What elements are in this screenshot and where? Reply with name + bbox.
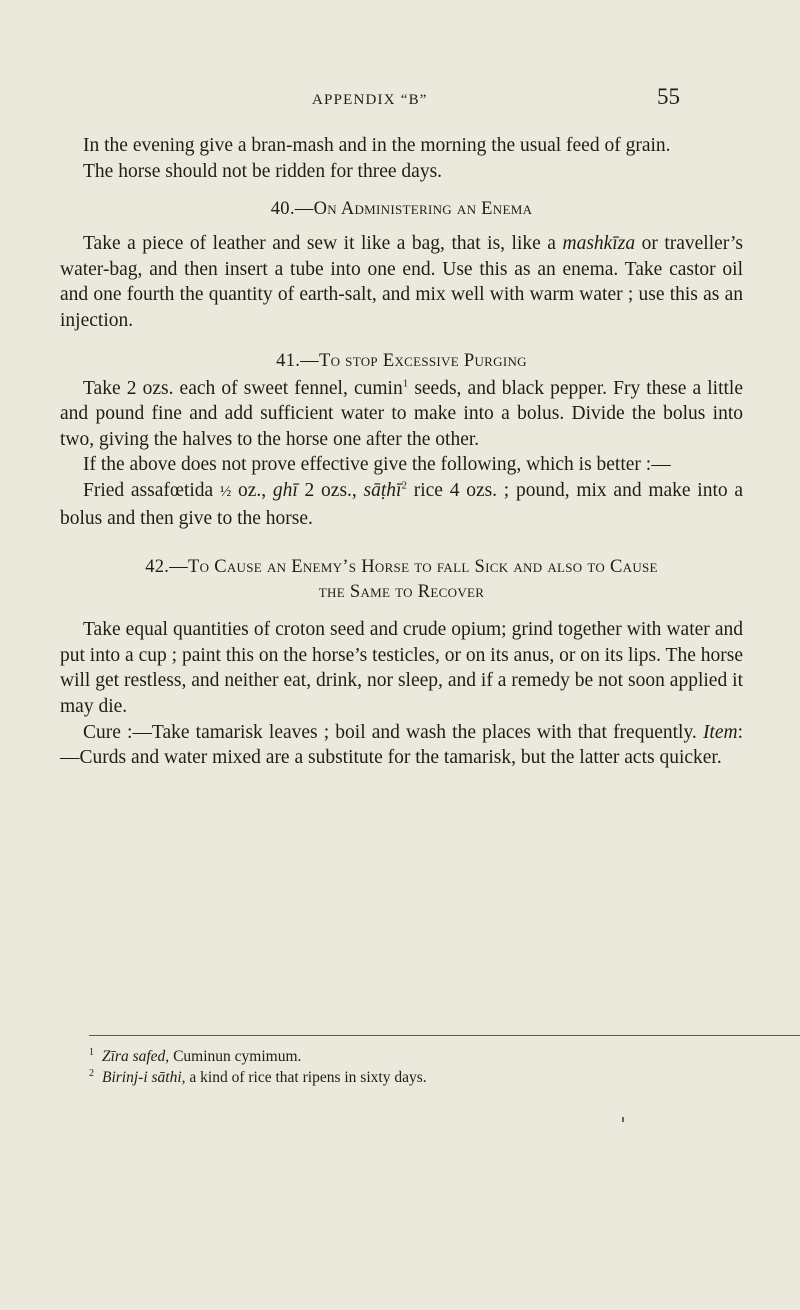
footnote-rule	[89, 1035, 800, 1036]
running-head	[0, 84, 800, 114]
ghi-term: ghī	[272, 479, 298, 501]
footnote-2-term: Birinj-i sāthi,	[102, 1069, 186, 1086]
recipe-text-a: Fried assafœtida	[83, 479, 214, 501]
footnote-2-text: a kind of rice that ripens in sixty days.	[185, 1069, 427, 1086]
page-number: 55	[657, 84, 680, 109]
section-40-number: 40.—	[270, 199, 314, 220]
section-40-title: On Administering an Enema	[313, 199, 533, 220]
footnote-2	[89, 1067, 779, 1088]
footnote-ref-2: 2	[401, 479, 407, 492]
recipe-text-b: oz.,	[237, 479, 267, 501]
section-42-title-line-1	[60, 555, 743, 580]
section-42-paragraph-1: Take equal quantities of croton seed and crude opium; grind together with water and put into a cup ; paint this on the horse’s testicles, or on its anus, or on its lips. The horse will get restless, and neither eat, drink, nor sleep, and if a remedy be not soon applied it may die.	[60, 619, 743, 717]
recipe-text-d: rice 4 ozs. ; pound, mix and make into a bolus and then give to the horse.	[60, 479, 744, 529]
section-41-title: To stop Excessive Purging	[318, 350, 527, 371]
section-42-heading	[60, 555, 743, 605]
footnote-1-text: Cuminun cymimum.	[169, 1048, 302, 1065]
section-42-number: 42.—	[145, 557, 189, 578]
footnote-1	[89, 1046, 779, 1067]
section-42-title-a: To Cause an Enemy’s Horse to fall Sick and also to Cause	[188, 557, 658, 578]
item-text: :—Curds and water mixed are a substitute for the tamarisk, but the latter acts quicker.	[60, 721, 744, 769]
section-42-title-line-2: the Same to Recover	[318, 582, 485, 603]
section-40-text-b: or traveller’s water-bag, and then insert a tube into one end. Use this as an enema. Take castor oil and one fourth the quantity of earth-salt, and mix well with warm water ; use this as an injection.	[60, 233, 744, 331]
section-41-paragraph-2: If the above does not prove effective give the following, which is better :—	[83, 454, 671, 476]
cure-text: Cure :—Take tamarisk leaves ; boil and wash the places with that frequently.	[83, 721, 697, 743]
footnote-2-mark: 2	[89, 1067, 94, 1079]
section-41-heading	[60, 349, 743, 374]
intro-paragraph-2: The horse should not be ridden for three days.	[83, 160, 443, 182]
footnote-1-term: Zīra safed,	[102, 1048, 170, 1065]
section-41-paragraph-1	[60, 376, 743, 453]
footnote-ref-1: 1	[402, 377, 409, 390]
stray-ink-mark	[622, 1117, 624, 1122]
recipe-text-c: 2 ozs.,	[304, 479, 357, 501]
sathi-term: sāṭhī	[363, 479, 402, 501]
intro-paragraph-1: In the evening give a bran-mash and in the morning the usual feed of grain.	[83, 135, 671, 156]
section-41-text-b: seeds, and black pepper. Fry these a little and pound fine and add sufficient water to make into a bolus. Divide the bolus into two, giving the halves to the horse one after the other.	[60, 377, 743, 450]
mashkiza-term: mashkīza	[562, 233, 636, 255]
section-40-text-a: Take a piece of leather and sew it like a bag, that is, like a	[83, 233, 556, 255]
section-41-paragraph-3	[60, 478, 743, 531]
item-term: Item	[702, 721, 738, 743]
footnotes	[89, 1046, 779, 1088]
section-41-number: 41.—	[276, 350, 319, 371]
section-40-heading	[60, 197, 743, 222]
body-text	[60, 133, 743, 771]
section-41-text-a: Take 2 ozs. each of sweet fennel, cumin	[83, 377, 403, 399]
section-40-paragraph	[60, 231, 743, 333]
section-42-paragraph-2	[60, 720, 743, 771]
running-title: APPENDIX “B”	[312, 92, 428, 108]
fraction-half: ½	[219, 483, 232, 500]
footnote-1-mark: 1	[89, 1046, 94, 1058]
